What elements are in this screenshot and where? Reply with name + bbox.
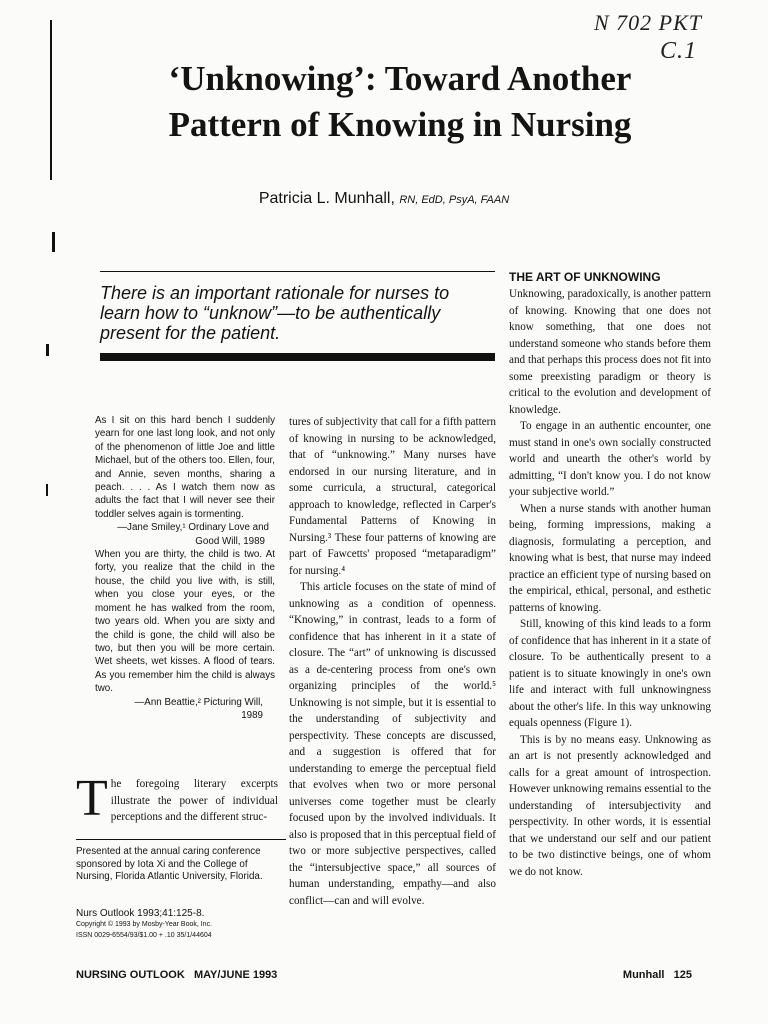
body-paragraph: When a nurse stands with another human being, forming impressions, making a diagnosis, formulating a perception, and knowing what is best, that nurse may indeed practice an efficient type of nursing based on the empirical, ethical, personal, and esthetic patterns of knowing. xyxy=(509,502,711,614)
body-paragraph: Still, knowing of this kind leads to a form of confidence that has inherent in it a state of closure. To be authentically present to a patient is to situate knowingly in one's own life and interact with full unknowingness about the other's life. In this way unknowing equals openness (Figure 1). xyxy=(509,618,711,729)
article-title-line1: ‘Unknowing’: Toward Another xyxy=(168,59,632,98)
presented-note: Presented at the annual caring conference sponsored by Iota Xi and the College of Nursing, Florida Atlantic University, Florida. xyxy=(76,846,263,882)
epigraph-smiley-attribution-1: —Jane Smiley,¹ Ordinary Love and xyxy=(117,522,269,534)
author-credentials: RN, EdD, PsyA, FAAN xyxy=(399,194,510,206)
body-paragraph: This article focuses on the state of mind of unknowing as a condition of openness. “Knowing,” in contrast, leads to a form of confidence that has inherent in it a state of closure. The “art” of unknowing is discussed as a de-centering process from one's own organizing principles of the world.⁵ Unknowing is not simple, but it is essential to the understanding of subjectivity and perspectivity. These concepts are discussed, and a suggestion is offered that for understanding to emerge the perceptual field that evolves when two or more personal universes come together must be clearly focused upon by the involved individuals. It also is proposed that in this perceptual field of two or more subjective perspectives, called the “intersubjective space,” all sources of human understanding, empathy—and also conflict—can and will evolve. xyxy=(289,581,496,907)
scan-margin-mark xyxy=(52,232,55,252)
body-paragraph: This is by no means easy. Unknowing as an art is not presently acknowledged and calls for a great amount of introspection. However unknowing remains essential to the understanding of intersubjectivity and perspectivity. In other words, it is essential that we understand our self and our patient to be two distinctive beings, one of whom we do not know. xyxy=(509,733,711,878)
epigraph-beattie: When you are thirty, the child is two. At forty, you realize that the child in the house, the child you live with, is still, when you close your eyes, or the moment he has walked from the room, two years old. When you are sixty and the child is gone, the child will also be two, but then you will be more certain. Wet sheets, wet kisses. A flood of tears. As you remember him the child is always two. xyxy=(95,549,275,695)
footnote-rule xyxy=(76,839,286,840)
body-paragraph: Unknowing, paradoxically, is another pattern of knowing. Knowing that one does not know something, that one does not understand someone who stands before them and that perhaps this process does not fit into some preexisting paradigm or theory is critical to the evolution and development of knowledge. xyxy=(509,288,711,416)
scan-margin-line xyxy=(50,20,52,180)
citation-block xyxy=(76,908,286,941)
pull-quote: There is an important rationale for nurses to learn how to “unknow”—to be authentically present for the patient. xyxy=(100,283,450,343)
body-paragraph: tures of subjectivity that call for a fifth pattern of knowing in nursing to be acknowledged, that of “unknowing.” Many nurses have endorsed in our nursing literature, and in some curricula, a structural, categorical approach to knowledge, reflected in Carper's Fundamental Patterns of Knowing in Nursing.³ These four patterns of knowing are part of Fawcetts' proposed “metaparadigm” for nursing.⁴ xyxy=(289,416,496,577)
section-heading: THE ART OF UNKNOWING xyxy=(509,270,661,284)
scan-margin-mark xyxy=(46,344,49,356)
epigraph-beattie-attribution-1: —Ann Beattie,² Picturing Will, xyxy=(134,696,263,708)
pull-quote-top-rule xyxy=(100,271,495,272)
footer-page-number: Munhall 125 xyxy=(622,969,692,981)
body-column-3 xyxy=(509,270,711,880)
drop-cap: T xyxy=(76,770,108,827)
pull-quote-bottom-rule xyxy=(100,353,495,361)
handwritten-annotation-copy: C.1 xyxy=(660,38,698,64)
epigraph-smiley-attribution-2: Good Will, 1989 xyxy=(195,535,265,547)
article-title-line2: Pattern of Knowing in Nursing xyxy=(168,105,632,144)
intro-text: he foregoing literary excerpts illustrate the power of individual perceptions and the different struc- xyxy=(110,778,278,823)
citation-copyright: Copyright © 1993 by Mosby-Year Book, Inc. xyxy=(76,921,213,928)
citation-issn: ISSN 0029-6554/93/$1.00 + .10 35/1/44604 xyxy=(76,932,212,939)
footer-journal: NURSING OUTLOOK MAY/JUNE 1993 xyxy=(76,969,278,981)
body-column-2 xyxy=(289,414,496,909)
epigraph-smiley: As I sit on this hard bench I suddenly yearn for one last long look, and not only of the phenomenon of little Joe and little Michael, but of the others too. Ellen, four, and Annie, seven months, sharing a peach. . . . As I watch them now as adults the fact that I will never see their toddler selves again is tormenting. xyxy=(95,415,275,520)
handwritten-annotation-code: N 702 PKT xyxy=(594,10,703,35)
epigraphs xyxy=(95,414,275,722)
body-paragraph: To engage in an authentic encounter, one must stand in one's own socially constructed world and unearth the other's world by admitting, “I don't know you. I do not know your subjective world.” xyxy=(509,420,711,498)
epigraph-beattie-attribution-2: 1989 xyxy=(241,709,263,721)
author-name: Patricia L. Munhall, xyxy=(258,190,395,207)
author-byline xyxy=(0,190,768,208)
scan-margin-mark xyxy=(46,484,48,496)
intro-paragraph xyxy=(76,770,278,827)
citation-journal: Nurs Outlook 1993;41:125-8. xyxy=(76,908,205,919)
